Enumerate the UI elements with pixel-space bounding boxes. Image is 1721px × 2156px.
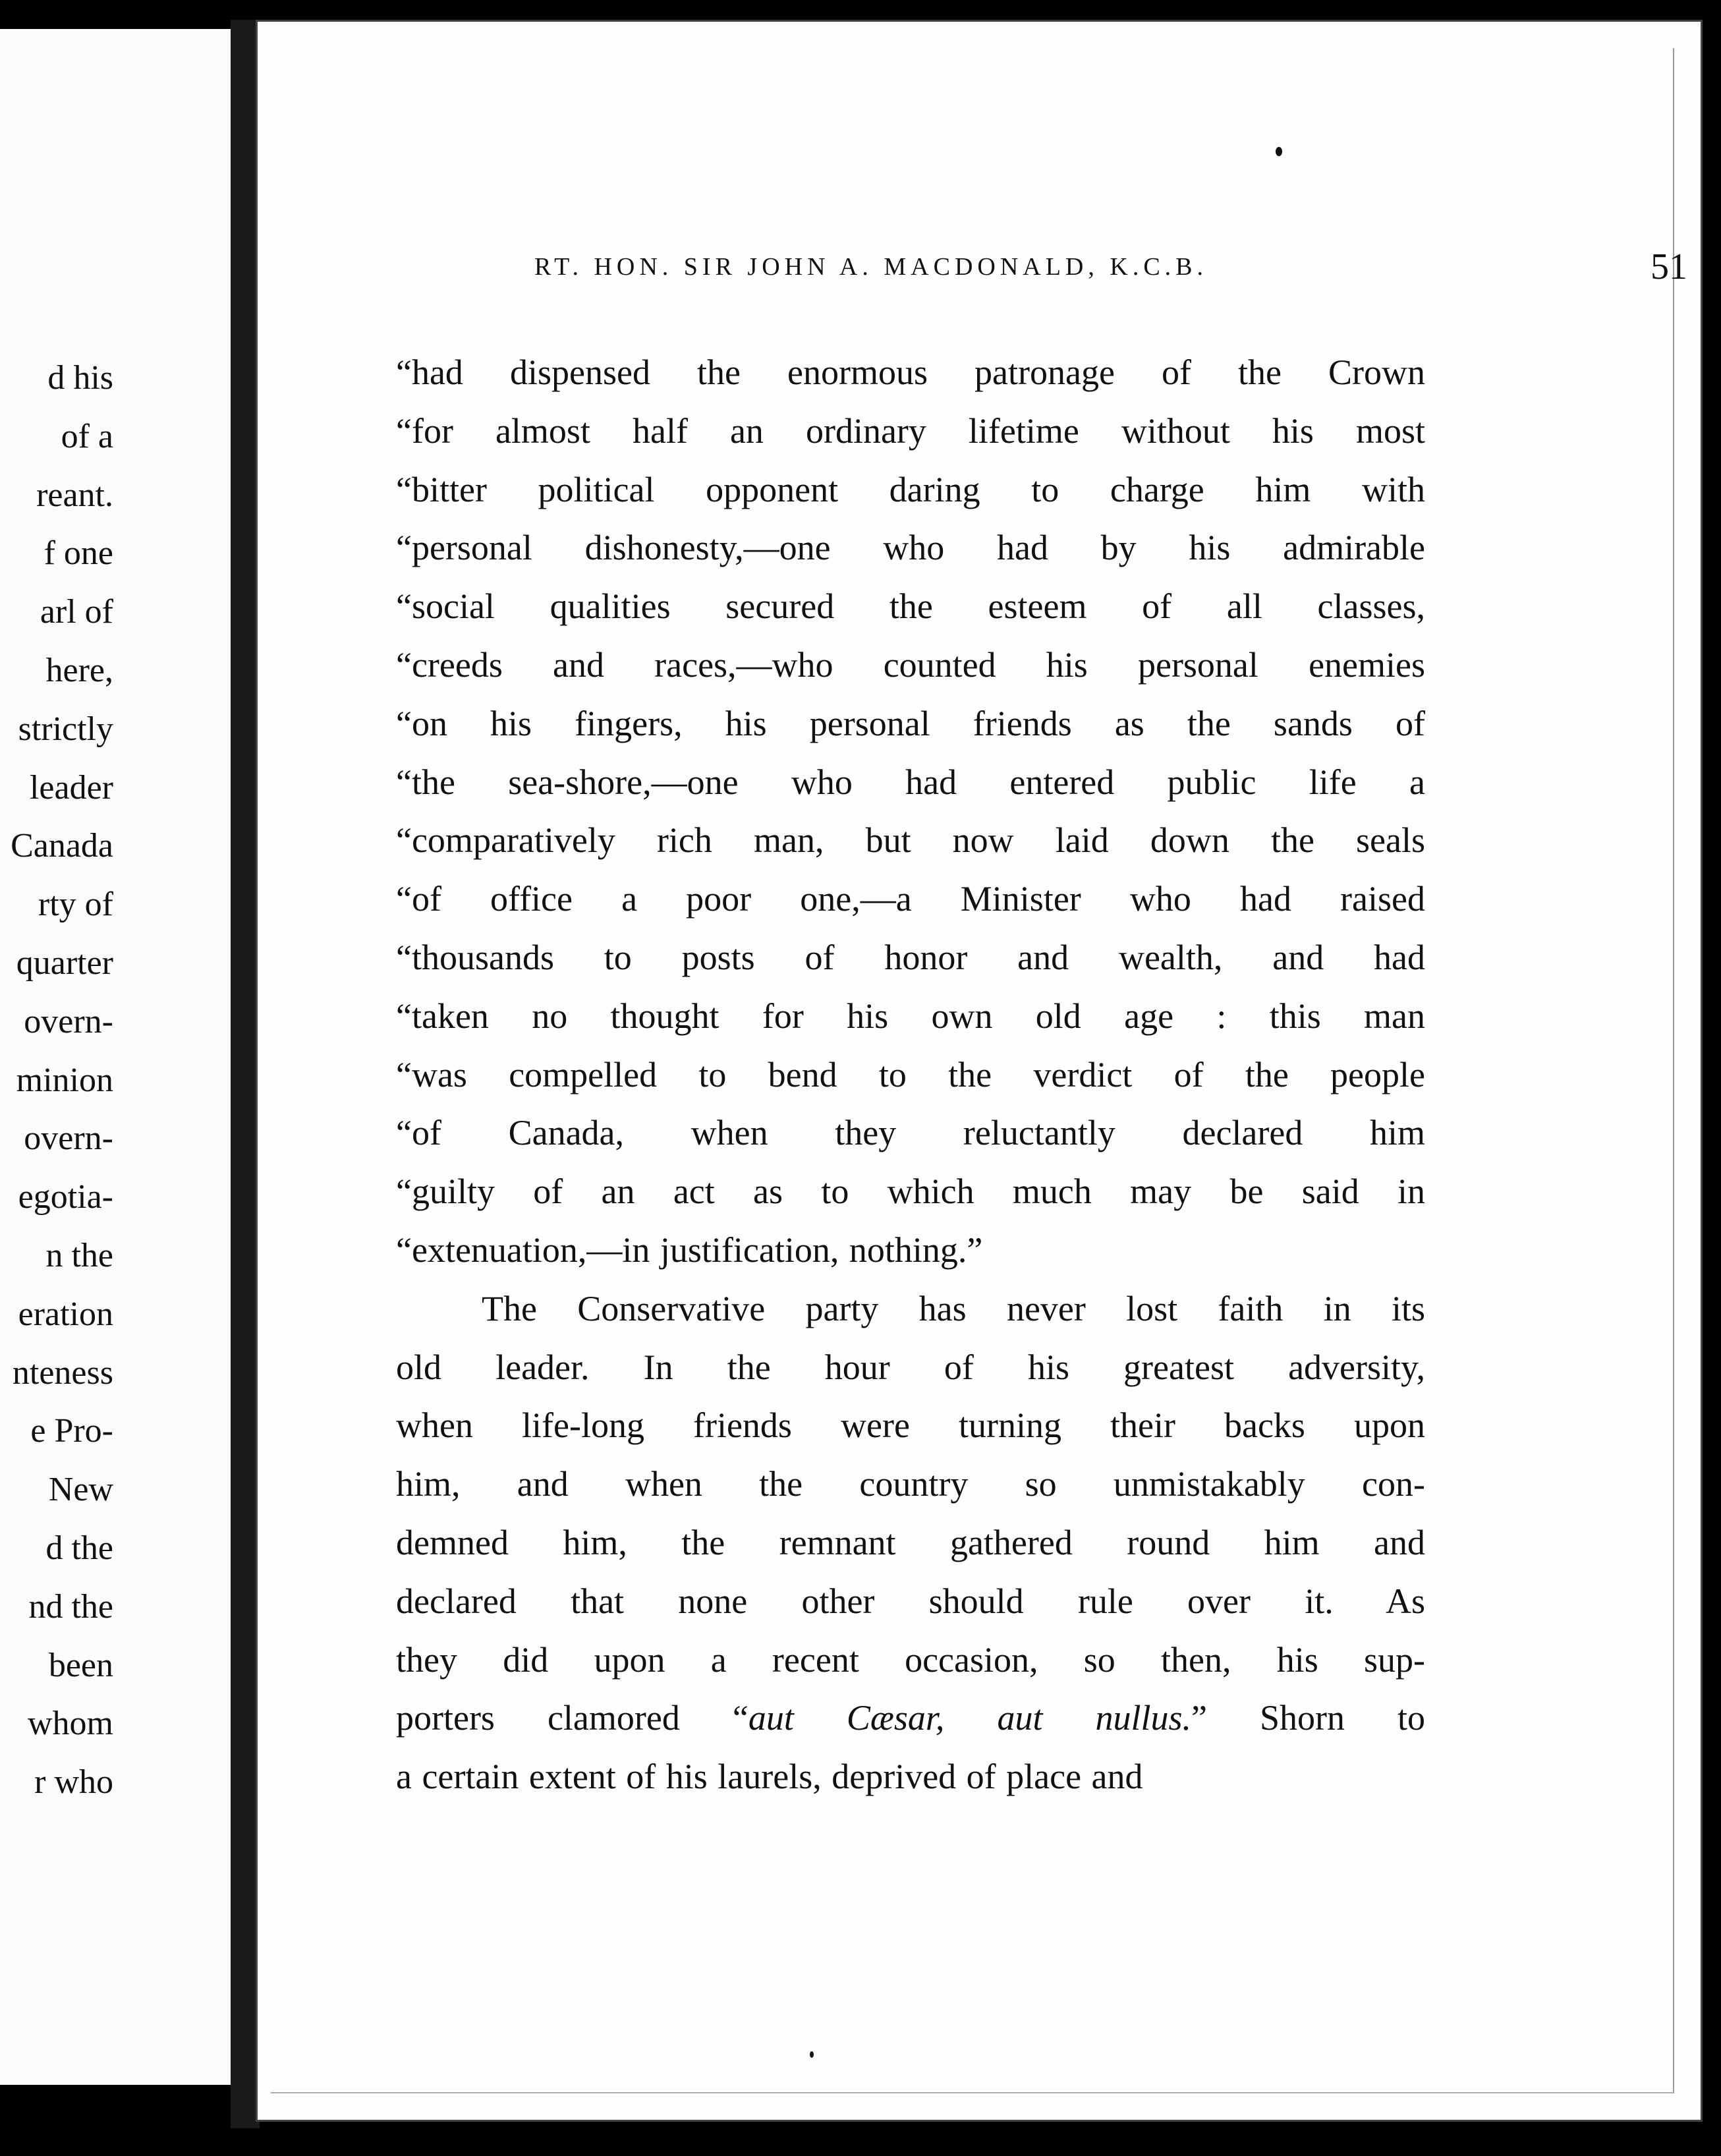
quote-line: “personal dishonesty,—one who had by his admirable [396,528,1425,568]
running-head: RT. HON. SIR JOHN A. MACDONALD, K.C.B. [534,253,1208,281]
quote-line: “taken no thought for his own old age : this man [396,996,1425,1036]
left-page-line: minion [16,1061,113,1099]
left-page-line: egotia- [18,1178,113,1216]
left-page-line: n the [45,1237,113,1274]
left-page-line: reant. [36,476,113,514]
paragraph-line: demned him, the remnant gathered round him and [396,1522,1425,1562]
left-page-line: r who [34,1763,113,1801]
left-page-line: e Pro- [30,1412,113,1450]
quote-line: “comparatively rich man, but now laid down the seals [396,820,1425,861]
quote-line: “of Canada, when they reluctantly declared him [396,1113,1425,1153]
paragraph-line: old leader. In the hour of his greatest adversity, [396,1347,1425,1387]
right-page [256,20,1703,2122]
left-page-line: d the [45,1529,113,1567]
left-page-line: quarter [16,944,113,982]
paragraph-line: him, and when the country so unmistakably con- [396,1464,1425,1504]
paragraph-block [396,1280,1425,1689]
quote-line: “extenuation,—in justification, nothing.” [396,1230,983,1270]
left-page-line: nteness [12,1353,113,1392]
left-page-line: overn- [24,1002,113,1040]
quotation-block [396,343,1425,1280]
left-page-line: f one [43,534,113,573]
left-page-line: nd the [28,1587,113,1626]
paragraph-line: The Conservative party has never lost faith in its [482,1288,1425,1328]
left-page-line: here, [45,652,113,689]
quote-line: “was compelled to bend to the verdict of the people [396,1054,1425,1094]
quote-line: “had dispensed the enormous patronage of the Crown [396,353,1425,392]
left-page-line: d his [47,359,113,397]
ink-speck [1276,147,1282,156]
quote-line: “on his fingers, his personal friends as the sands of [396,703,1425,743]
left-facing-page [0,29,233,2085]
latin-phrase: aut Cæsar, aut nullus. [748,1698,1191,1738]
left-page-line: leader [29,768,113,807]
latin-line-after: ” Shorn to [1191,1698,1425,1738]
page-header [534,246,1687,292]
page-number: 51 [1650,246,1687,287]
paragraph-line: they did upon a recent occasion, so then, his sup- [396,1639,1425,1680]
body-text [396,343,1425,1806]
left-page-line: arl of [40,593,113,631]
left-page-line: rty of [38,886,113,924]
left-page-line: eration [18,1295,113,1333]
paragraph-line: declared that none other should rule over it. As [396,1581,1425,1621]
left-page-line: overn- [24,1120,113,1158]
quote-line: “the sea-shore,—one who had entered public life a [396,762,1425,802]
quote-line: “social qualities secured the esteem of all classes, [396,586,1425,627]
quote-line: “creeds and races,—who counted his personal enemies [396,644,1425,685]
quote-line: “of office a poor one,—a Minister who had raised [396,879,1425,919]
left-page-line: whom [28,1705,113,1743]
latin-line-before: porters clamored “ [396,1698,748,1738]
quote-line: “bitter political opponent daring to charge him with [396,469,1425,509]
text-line-latin [396,1689,1425,1747]
left-page-line: New [48,1471,113,1509]
left-page-line: of a [61,417,113,455]
paragraph-line: when life-long friends were turning their backs upon [396,1405,1425,1446]
quote-line: “guilty of an act as to which much may be said in [396,1172,1425,1212]
quote-line: “thousands to posts of honor and wealth, and had [396,937,1425,977]
text-line-final: a certain extent of his laurels, deprived of place and [396,1757,1143,1797]
quote-line: “for almost half an ordinary lifetime without his most [396,411,1425,451]
left-page-line: strictly [18,710,113,748]
ink-speck [810,2051,814,2058]
left-page-line: Canada [11,827,113,865]
left-page-line: been [48,1646,113,1684]
